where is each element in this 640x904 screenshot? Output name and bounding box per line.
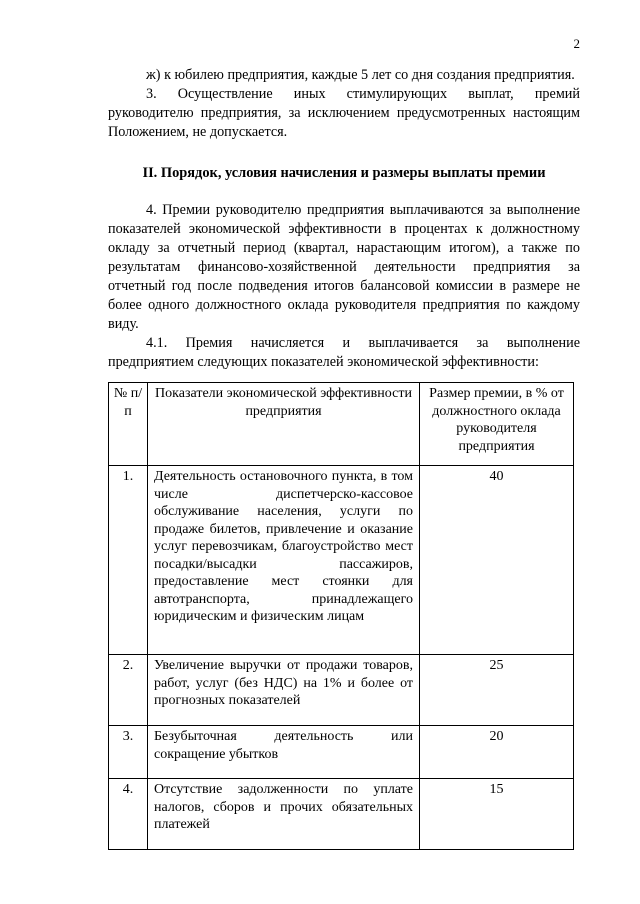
paragraph-4-1: 4.1. Премия начисляется и выплачивается за выполнение предприятием следующих показателей экономической эффективности: [108, 335, 580, 370]
row-number: 4. [109, 779, 148, 850]
page-number: 2 [573, 36, 580, 51]
row-number: 1. [109, 466, 148, 655]
header-indicator: Показатели экономической эффективности предприятия [148, 383, 420, 466]
row-value: 15 [420, 779, 574, 850]
row-indicator: Отсутствие задолженности по уплате налогов, сборов и прочих обязательных платежей [148, 779, 420, 850]
row-indicator: Деятельность остановочного пункта, в том числе диспетчерско-кассовое обслуживание населения, услуги по продаже билетов, привлечение и оказание услуг перевозчикам, благоустройство мест посадки/высадки пассажиров, предоставление мест стоянки для автотранспорта, принадлежащего юридическим и физическим лицам [148, 466, 420, 655]
indicators-table [108, 382, 574, 850]
row-value: 40 [420, 466, 574, 655]
row-indicator: Увеличение выручки от продажи товаров, работ, услуг (без НДС) на 1% и более от прогнозных показателей [148, 655, 420, 726]
document-body [108, 66, 580, 850]
header-number: № п/п [109, 383, 148, 466]
paragraph-3: 3. Осуществление иных стимулирующих выплат, премий руководителю предприятия, за исключением предусмотренных настоящим Положением, не допускается. [108, 86, 580, 140]
section-heading: II. Порядок, условия начисления и размеры выплаты премии [142, 165, 546, 181]
paragraph-4: 4. Премии руководителю предприятия выплачиваются за выполнение показателей экономической эффективности в процентах к должностному окладу за отчетный период (квартал, нарастающим итогом), а также по результатам финансово-хозяйственной деятельности предприятия за отчетный год после подведения итогов балансовой комиссии в размере не более одного должностного оклада руководителя предприятия по каждому виду. [108, 202, 580, 332]
row-number: 3. [109, 726, 148, 779]
paragraph-item-zh: ж) к юбилею предприятия, каждые 5 лет со дня создания предприятия. [146, 67, 575, 83]
row-value: 20 [420, 726, 574, 779]
table-row [109, 655, 574, 726]
row-indicator: Безубыточная деятельность или сокращение убытков [148, 726, 420, 779]
row-value: 25 [420, 655, 574, 726]
table-row [109, 779, 574, 850]
row-number: 2. [109, 655, 148, 726]
table-header-row [109, 383, 574, 466]
header-bonus-size: Размер премии, в % от должностного оклада руководителя предприятия [420, 383, 574, 466]
table-row [109, 726, 574, 779]
table-row [109, 466, 574, 655]
